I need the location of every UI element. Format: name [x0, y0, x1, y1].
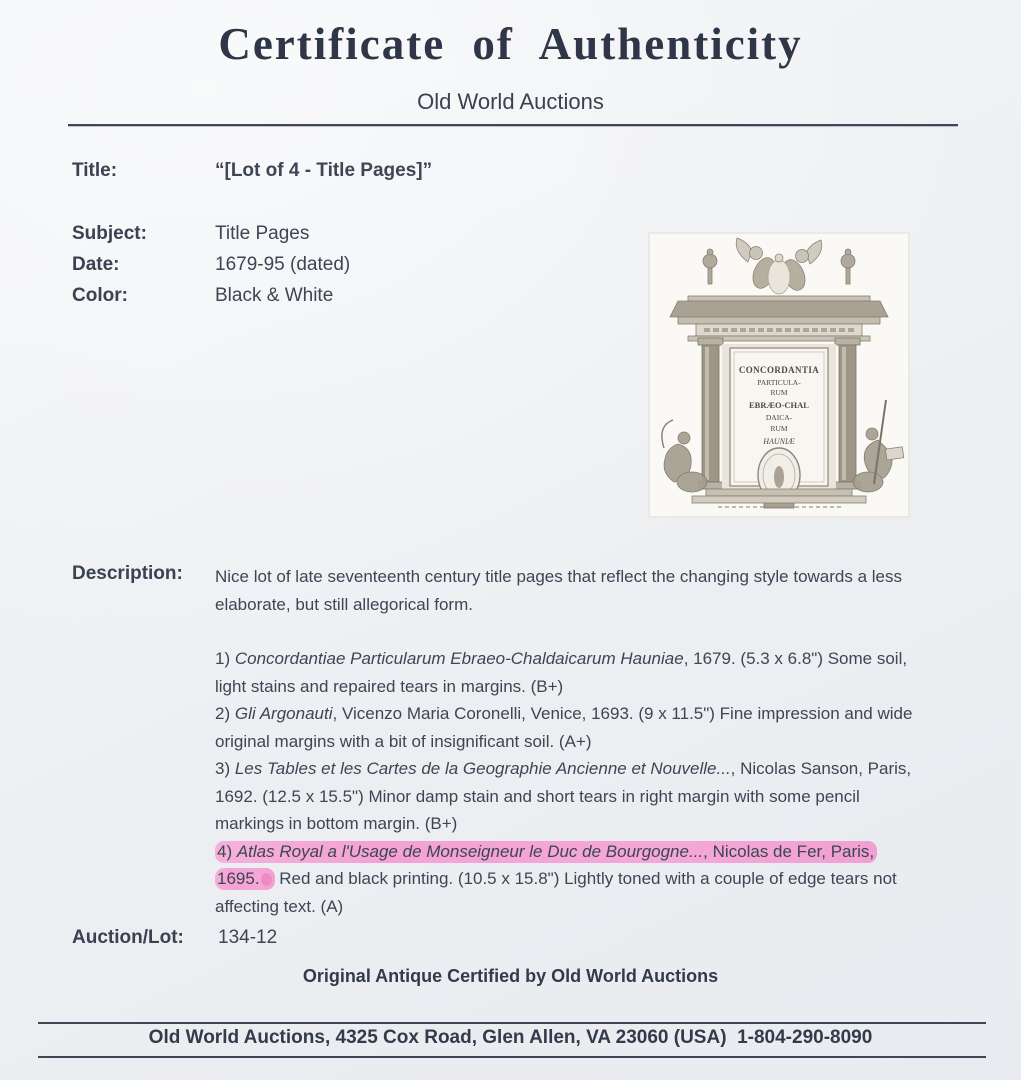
footer-divider-bottom — [38, 1056, 986, 1058]
subject-label: Subject: — [72, 223, 147, 244]
item-2-title: Gli Argonauti — [234, 704, 333, 724]
item-1-title: Concordantiae Particularum Ebraeo-Chaldaicarum Hauniae — [234, 649, 684, 669]
cartouche-line-5: DAICA- — [765, 413, 793, 422]
description-item-1 — [215, 645, 915, 700]
description-label: Description: — [72, 563, 183, 584]
subject-value: Title Pages — [215, 223, 310, 244]
date-label: Date: — [72, 254, 120, 275]
cornice — [670, 296, 888, 341]
title-page-engraving — [648, 232, 910, 518]
title-label: Title: — [72, 160, 118, 181]
page-title: Certificate of Authenticity — [218, 19, 803, 69]
footer-address: Old World Auctions, 4325 Cox Road, Glen Allen, VA 23060 (USA) 1-804-290-8090 — [148, 1027, 873, 1048]
item-1-number: 1) — [215, 649, 235, 669]
item-2-details: , Vicenzo Maria Coronelli, Venice, 1693. (9 x 11.5") Fine impression and wide original margins with a bit of insignificant soil. (A+) — [215, 704, 913, 751]
item-4-number: 4) — [217, 841, 237, 861]
cartouche-line-3: RUM — [770, 388, 788, 397]
description-item-2 — [215, 700, 915, 755]
certified-statement: Original Antique Certified by Old World Auctions — [302, 966, 719, 986]
cartouche-line-2: PARTICULA- — [757, 378, 801, 387]
cartouche-line-6: RUM — [770, 424, 788, 433]
color-label: Color: — [72, 285, 128, 306]
title-value: “[Lot of 4 - Title Pages]” — [215, 160, 433, 181]
description-item-4 — [215, 838, 915, 921]
cartouche-line-7: HAUNIÆ — [763, 437, 795, 446]
item-3-details: , Nicolas Sanson, Paris, 1692. (12.5 x 15.5") Minor damp stain and short tears in right margin with some pencil markings in bottom margin. (B+) — [215, 759, 912, 834]
subtitle: Old World Auctions — [417, 89, 604, 114]
item-2-number: 2) — [215, 704, 235, 724]
item-1-details: , 1679. (5.3 x 6.8") Some soil, light stains and repaired tears in margins. (B+) — [215, 649, 908, 696]
item-3-number: 3) — [215, 759, 235, 779]
description-body — [215, 563, 915, 920]
item-4-details-highlighted: , Nicolas de Fer, Paris, 1695. — [217, 841, 875, 889]
cartouche-line-1: CONCORDANTIA — [738, 365, 820, 375]
cartouche-line-4: EBRÆO-CHAL — [749, 400, 809, 410]
auction-lot-label: Auction/Lot: — [72, 927, 184, 948]
description-item-3 — [215, 755, 915, 838]
highlighter-end-mark — [261, 873, 272, 886]
item-4-title: Atlas Royal a l'Usage de Monseigneur le Duc de Bourgogne... — [236, 841, 704, 861]
item-4-details: Red and black printing. (10.5 x 15.8") Lightly toned with a couple of edge tears not affecting text. (A) — [215, 869, 897, 916]
color-value: Black & White — [215, 285, 334, 306]
header-divider — [68, 124, 958, 126]
item-3-title: Les Tables et les Cartes de la Geographie Ancienne et Nouvelle... — [234, 759, 731, 779]
auction-lot-value: 134-12 — [218, 927, 278, 948]
footer-divider-top — [38, 1022, 986, 1024]
date-value: 1679-95 (dated) — [215, 254, 351, 275]
description-intro: Nice lot of late seventeenth century title pages that reflect the changing style towards a less elaborate, but still allegorical form. — [215, 567, 902, 614]
